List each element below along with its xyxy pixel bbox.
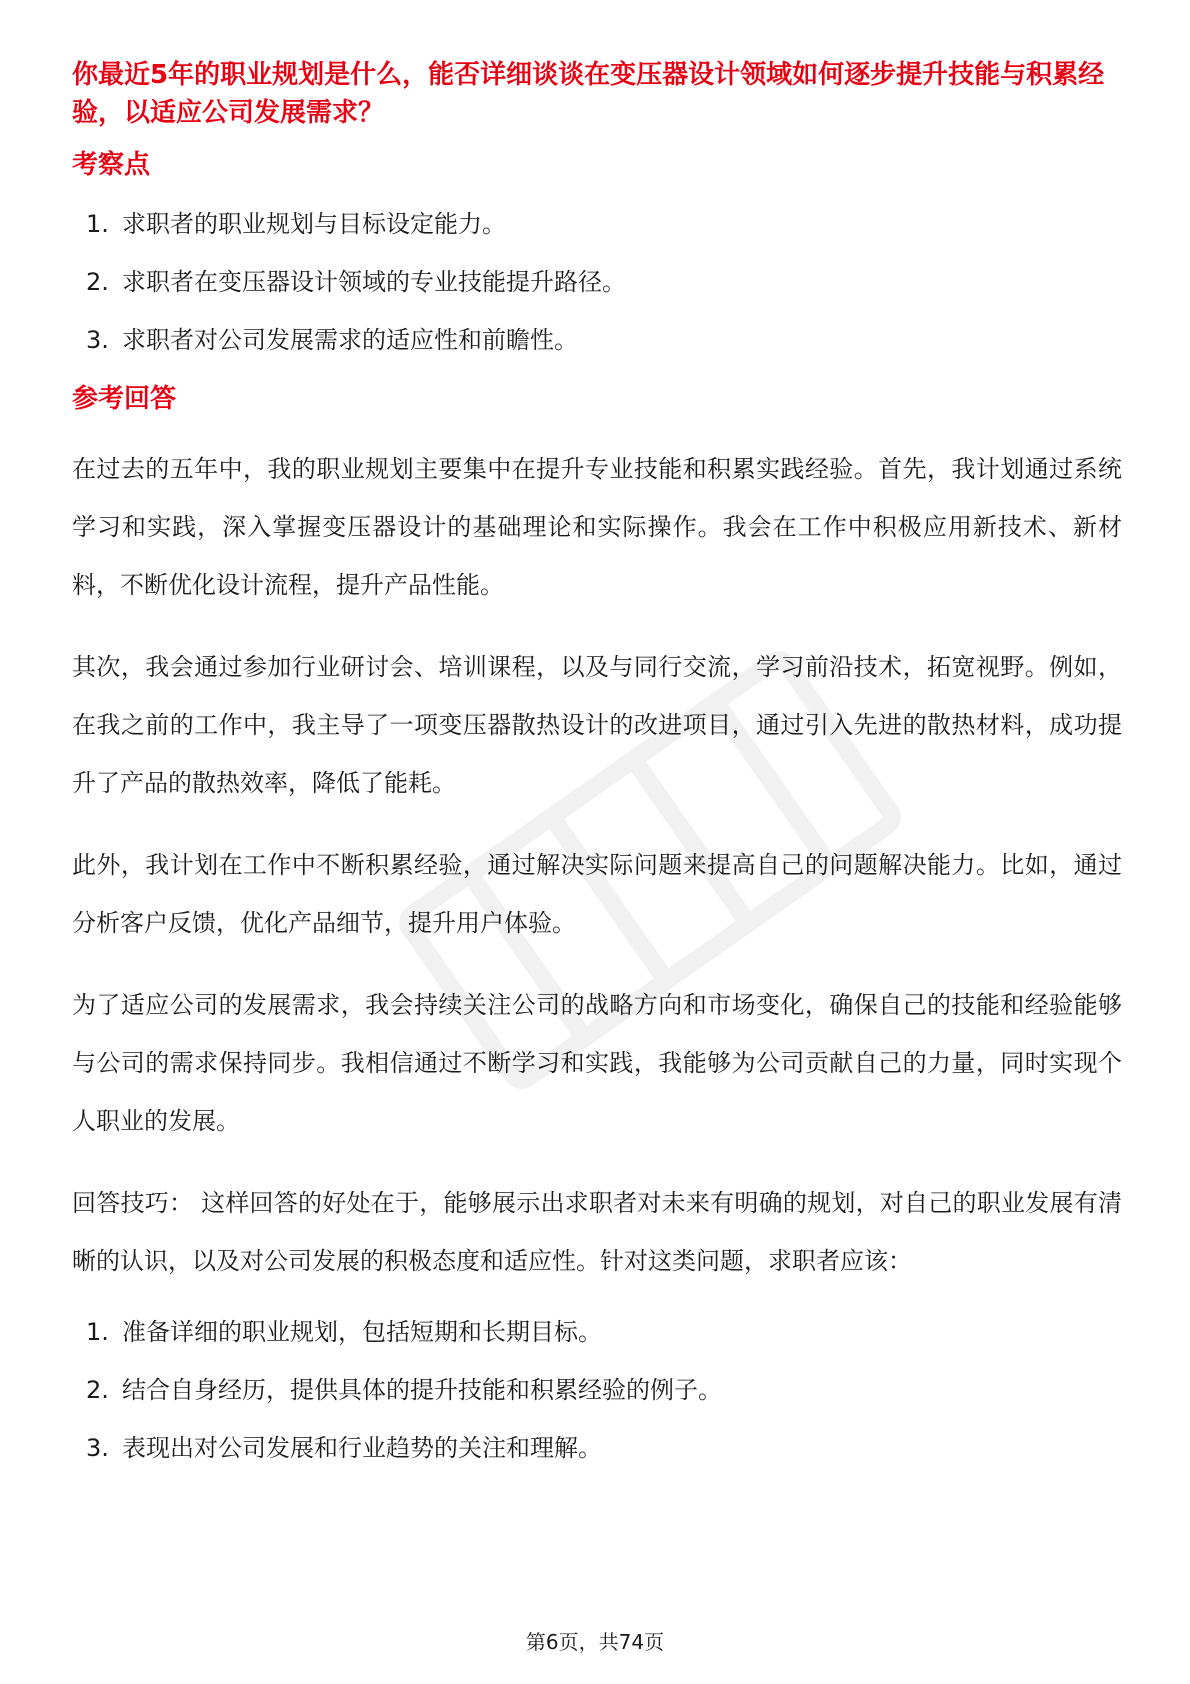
question-title: 你最近5年的职业规划是什么，能否详细谈谈在变压器设计领域如何逐步提升技能与积累经验，以适应公司发展需求？ [72, 60, 1105, 128]
list-item: 1. 求职者的职业规划与目标设定能力。 [86, 210, 506, 238]
tips-intro-paragraph: 回答技巧： 这样回答的好处在于，能够展示出求职者对未来有明确的规划，对自己的职业发展有清晰的认识，以及对公司发展的积极态度和适应性。针对这类问题，求职者应该： [72, 1189, 1122, 1275]
answer-paragraph: 此外，我计划在工作中不断积累经验，通过解决实际问题来提高自己的问题解决能力。比如，通过分析客户反馈，优化产品细节，提升用户体验。 [72, 851, 1122, 937]
answer-paragraph: 为了适应公司的发展需求，我会持续关注公司的战略方向和市场变化，确保自己的技能和经验能够与公司的需求保持同步。我相信通过不断学习和实践，我能够为公司贡献自己的力量，同时实现个人职业的发展。 [72, 991, 1122, 1135]
document-page [72, 56, 1122, 1488]
focus-list [72, 206, 1122, 358]
list-item: 3. 表现出对公司发展和行业趋势的关注和理解。 [86, 1434, 602, 1462]
list-item: 2. 结合自身经历，提供具体的提升技能和积累经验的例子。 [86, 1376, 722, 1404]
page-footer: 第6页，共74页 [525, 1630, 665, 1654]
list-item: 1. 准备详细的职业规划，包括短期和长期目标。 [86, 1318, 602, 1346]
focus-heading: 考察点 [72, 150, 151, 180]
tips-list [72, 1314, 1122, 1466]
answer-paragraph: 其次，我会通过参加行业研讨会、培训课程，以及与同行交流，学习前沿技术，拓宽视野。例如，在我之前的工作中，我主导了一项变压器散热设计的改进项目，通过引入先进的散热材料，成功提升了产品的散热效率，降低了能耗。 [72, 653, 1122, 797]
list-item: 3. 求职者对公司发展需求的适应性和前瞻性。 [86, 326, 578, 354]
list-item: 2. 求职者在变压器设计领域的专业技能提升路径。 [86, 268, 626, 296]
answer-paragraph: 在过去的五年中，我的职业规划主要集中在提升专业技能和积累实践经验。首先，我计划通过系统学习和实践，深入掌握变压器设计的基础理论和实际操作。我会在工作中积极应用新技术、新材料，不断优化设计流程，提升产品性能。 [72, 455, 1122, 599]
answer-heading: 参考回答 [72, 384, 177, 414]
